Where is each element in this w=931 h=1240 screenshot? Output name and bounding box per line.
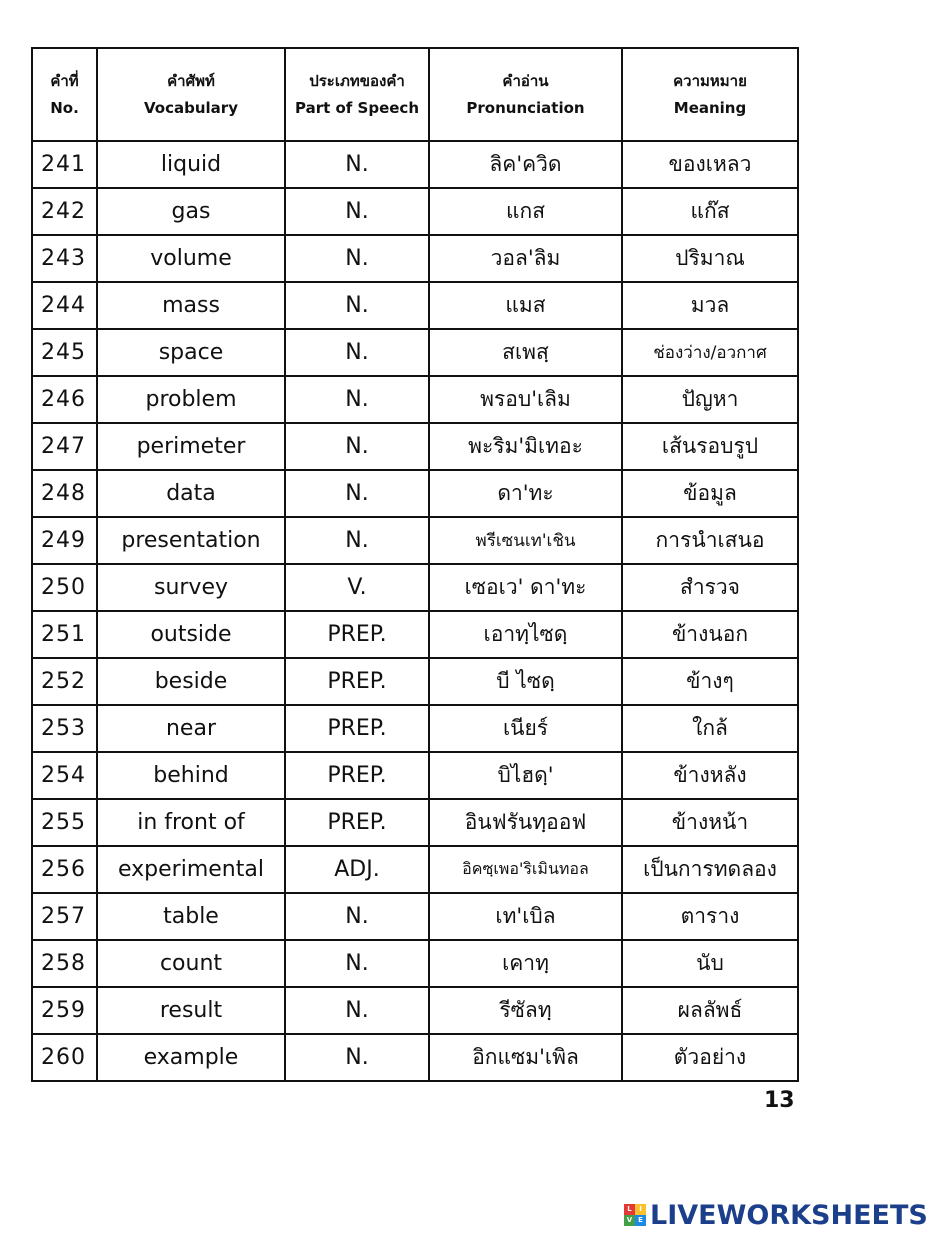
header-vocabulary-thai: คำศัพท์ <box>167 71 215 90</box>
cell-meaning: เป็นการทดลอง <box>622 846 798 893</box>
cell-vocabulary: table <box>97 893 285 940</box>
cell-number: 246 <box>32 376 97 423</box>
cell-number: 241 <box>32 141 97 188</box>
cell-meaning: ปัญหา <box>622 376 798 423</box>
table-row <box>32 235 798 282</box>
table-row <box>32 658 798 705</box>
cell-part-of-speech: N. <box>285 893 429 940</box>
header-pronunciation-english: Pronunciation <box>466 98 585 117</box>
cell-pronunciation: อิคซฺเพอ'ริเมินทอล <box>429 846 622 893</box>
cell-vocabulary: liquid <box>97 141 285 188</box>
cell-vocabulary: problem <box>97 376 285 423</box>
cell-number: 256 <box>32 846 97 893</box>
table-row <box>32 846 798 893</box>
cell-pronunciation: แมส <box>429 282 622 329</box>
cell-pronunciation: อินฟรันทฺออฟ <box>429 799 622 846</box>
cell-pronunciation: บิไฮดฺ' <box>429 752 622 799</box>
liveworksheets-logo-icon <box>624 1204 646 1226</box>
header-vocabulary <box>97 48 285 141</box>
cell-pronunciation: แกส <box>429 188 622 235</box>
header-part-of-speech <box>285 48 429 141</box>
cell-part-of-speech: N. <box>285 517 429 564</box>
table-row <box>32 470 798 517</box>
cell-pronunciation: บี ไซดฺ <box>429 658 622 705</box>
cell-number: 244 <box>32 282 97 329</box>
cell-vocabulary: volume <box>97 235 285 282</box>
cell-meaning: ข้างหน้า <box>622 799 798 846</box>
cell-meaning: สำรวจ <box>622 564 798 611</box>
cell-pronunciation: พรีเซนเท'เชิน <box>429 517 622 564</box>
cell-vocabulary: beside <box>97 658 285 705</box>
cell-pronunciation: รีซัลทฺ <box>429 987 622 1034</box>
cell-pronunciation: พะริม'มิเทอะ <box>429 423 622 470</box>
cell-number: 247 <box>32 423 97 470</box>
table-row <box>32 987 798 1034</box>
cell-meaning: ข้างหลัง <box>622 752 798 799</box>
cell-number: 242 <box>32 188 97 235</box>
table-row <box>32 282 798 329</box>
cell-part-of-speech: N. <box>285 423 429 470</box>
logo-letter: L <box>624 1204 635 1215</box>
cell-vocabulary: near <box>97 705 285 752</box>
logo-letter: I <box>635 1204 646 1215</box>
cell-pronunciation: เซอเว' ดา'ทะ <box>429 564 622 611</box>
cell-number: 260 <box>32 1034 97 1081</box>
table-header-row <box>32 48 798 141</box>
header-no-english: No. <box>50 98 79 117</box>
cell-meaning: ใกล้ <box>622 705 798 752</box>
cell-vocabulary: outside <box>97 611 285 658</box>
cell-vocabulary: perimeter <box>97 423 285 470</box>
cell-number: 253 <box>32 705 97 752</box>
header-pos-english: Part of Speech <box>294 98 419 117</box>
table-row <box>32 799 798 846</box>
liveworksheets-brand <box>624 1200 928 1230</box>
cell-part-of-speech: PREP. <box>285 705 429 752</box>
table-row <box>32 329 798 376</box>
cell-meaning: ข้างนอก <box>622 611 798 658</box>
header-vocabulary-english: Vocabulary <box>144 98 238 117</box>
cell-part-of-speech: PREP. <box>285 799 429 846</box>
cell-part-of-speech: N. <box>285 188 429 235</box>
cell-vocabulary: result <box>97 987 285 1034</box>
cell-part-of-speech: N. <box>285 470 429 517</box>
cell-meaning: มวล <box>622 282 798 329</box>
cell-pronunciation: ดา'ทะ <box>429 470 622 517</box>
cell-vocabulary: mass <box>97 282 285 329</box>
cell-part-of-speech: PREP. <box>285 658 429 705</box>
cell-part-of-speech: N. <box>285 940 429 987</box>
page-number: 13 <box>764 1088 795 1113</box>
cell-pronunciation: วอล'ลิม <box>429 235 622 282</box>
cell-vocabulary: in front of <box>97 799 285 846</box>
vocabulary-table <box>31 47 799 1082</box>
table-row <box>32 141 798 188</box>
cell-number: 249 <box>32 517 97 564</box>
cell-part-of-speech: N. <box>285 282 429 329</box>
cell-vocabulary: survey <box>97 564 285 611</box>
header-meaning-english: Meaning <box>673 98 747 117</box>
cell-pronunciation: เนียร์ <box>429 705 622 752</box>
cell-pronunciation: อิกแซม'เพิล <box>429 1034 622 1081</box>
cell-pronunciation: พรอบ'เลิม <box>429 376 622 423</box>
cell-number: 258 <box>32 940 97 987</box>
cell-pronunciation: เท'เบิล <box>429 893 622 940</box>
table-row <box>32 893 798 940</box>
header-meaning <box>622 48 798 141</box>
cell-meaning: เส้นรอบรูป <box>622 423 798 470</box>
cell-pronunciation: เอาทฺไซดฺ <box>429 611 622 658</box>
cell-number: 251 <box>32 611 97 658</box>
cell-pronunciation: เคาทฺ <box>429 940 622 987</box>
cell-part-of-speech: PREP. <box>285 611 429 658</box>
header-meaning-thai: ความหมาย <box>673 71 747 90</box>
cell-part-of-speech: N. <box>285 141 429 188</box>
header-pos-thai: ประเภทของคำ <box>309 71 405 90</box>
cell-part-of-speech: V. <box>285 564 429 611</box>
cell-meaning: ผลลัพธ์ <box>622 987 798 1034</box>
cell-meaning: ของเหลว <box>622 141 798 188</box>
cell-pronunciation: สเพสฺ <box>429 329 622 376</box>
cell-meaning: ข้อมูล <box>622 470 798 517</box>
cell-number: 257 <box>32 893 97 940</box>
cell-vocabulary: experimental <box>97 846 285 893</box>
table-row <box>32 564 798 611</box>
cell-meaning: ตัวอย่าง <box>622 1034 798 1081</box>
cell-vocabulary: example <box>97 1034 285 1081</box>
table-row <box>32 188 798 235</box>
cell-part-of-speech: N. <box>285 987 429 1034</box>
table-row <box>32 423 798 470</box>
cell-meaning: ช่องว่าง/อวกาศ <box>622 329 798 376</box>
cell-number: 250 <box>32 564 97 611</box>
cell-meaning: นับ <box>622 940 798 987</box>
table-row <box>32 611 798 658</box>
cell-part-of-speech: N. <box>285 376 429 423</box>
cell-vocabulary: count <box>97 940 285 987</box>
cell-part-of-speech: N. <box>285 1034 429 1081</box>
cell-pronunciation: ลิค'ควิด <box>429 141 622 188</box>
vocabulary-table-body <box>32 141 798 1081</box>
cell-part-of-speech: PREP. <box>285 752 429 799</box>
cell-meaning: การนำเสนอ <box>622 517 798 564</box>
header-no <box>32 48 97 141</box>
cell-number: 252 <box>32 658 97 705</box>
table-row <box>32 940 798 987</box>
cell-meaning: ตาราง <box>622 893 798 940</box>
cell-part-of-speech: N. <box>285 329 429 376</box>
cell-meaning: แก๊ส <box>622 188 798 235</box>
header-pronunciation <box>429 48 622 141</box>
cell-number: 259 <box>32 987 97 1034</box>
cell-number: 243 <box>32 235 97 282</box>
cell-meaning: ปริมาณ <box>622 235 798 282</box>
cell-vocabulary: gas <box>97 188 285 235</box>
header-pronunciation-thai: คำอ่าน <box>502 71 549 90</box>
cell-number: 254 <box>32 752 97 799</box>
brand-name: LIVEWORKSHEETS <box>650 1199 928 1231</box>
cell-number: 255 <box>32 799 97 846</box>
table-row <box>32 705 798 752</box>
cell-part-of-speech: N. <box>285 235 429 282</box>
cell-meaning: ข้างๆ <box>622 658 798 705</box>
table-row <box>32 517 798 564</box>
logo-letter: E <box>635 1215 646 1226</box>
table-row <box>32 1034 798 1081</box>
table-row <box>32 376 798 423</box>
cell-vocabulary: space <box>97 329 285 376</box>
cell-number: 245 <box>32 329 97 376</box>
cell-number: 248 <box>32 470 97 517</box>
logo-letter: V <box>624 1215 635 1226</box>
cell-vocabulary: data <box>97 470 285 517</box>
cell-part-of-speech: ADJ. <box>285 846 429 893</box>
table-row <box>32 752 798 799</box>
cell-vocabulary: presentation <box>97 517 285 564</box>
header-no-thai: คำที่ <box>50 71 79 90</box>
cell-vocabulary: behind <box>97 752 285 799</box>
